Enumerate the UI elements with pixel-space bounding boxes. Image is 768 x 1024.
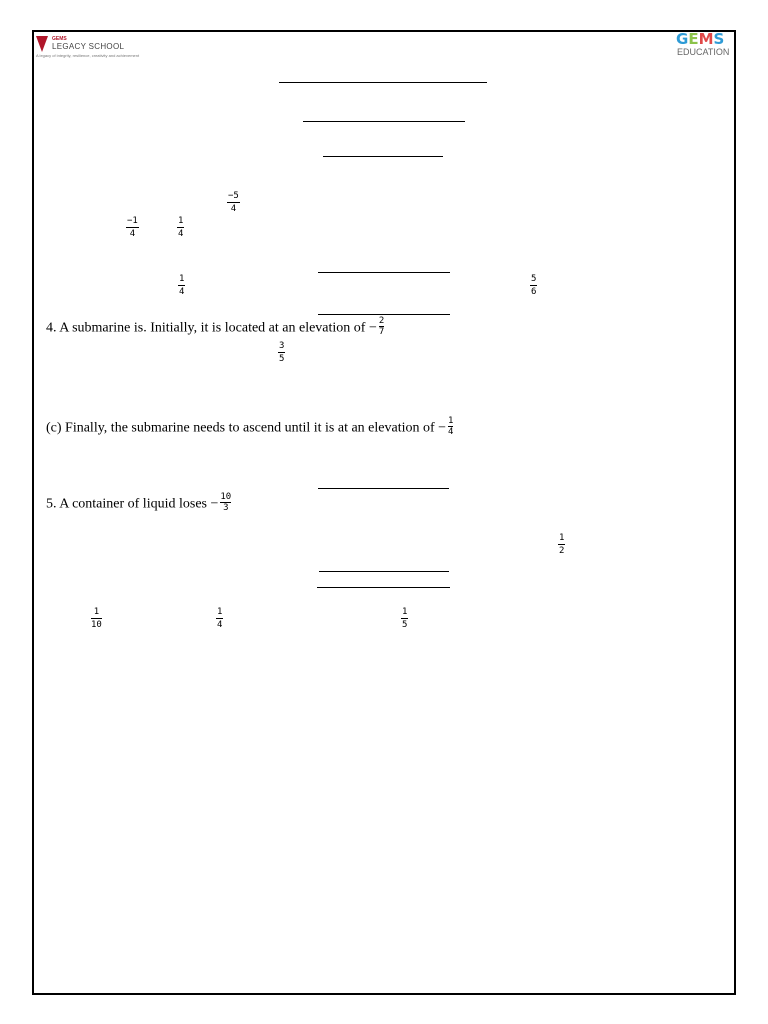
fraction-1-2: 1 2 [559,533,565,556]
question-4c: (c) Finally, the submarine needs to ascend until it is at an elevation of − $\frac{1}{4}$ [46,416,454,437]
school-logo-tagline: A legacy of integrity, resilience, creativity and achievement [36,53,140,58]
answer-blank-line [317,587,450,588]
school-logo [36,36,146,60]
question-4-fraction: $\frac{2}{7}$ [378,316,385,337]
answer-blank-line [318,488,449,489]
fraction-1-4: 1 4 [179,274,185,297]
fraction-neg5-4: −5 4 [228,191,239,214]
fraction-1-10: 1 10 [91,607,102,630]
fraction-1-4: 1 4 [217,607,223,630]
subtitle-blank-line [303,121,465,122]
school-crest-dot-icon [38,37,43,42]
gems-wordmark: GEMS [676,30,725,48]
fraction-1-5: 1 5 [402,607,408,630]
school-logo-name: LEGACY SCHOOL [52,42,125,51]
answer-blank-line [319,571,449,572]
fraction-neg1-4: −1 4 [127,216,138,239]
question-5: 5. A container of liquid loses − $\frac{10}{3}$ [46,492,232,513]
title-blank-line [279,82,487,83]
answer-blank-line [318,272,450,273]
gems-education-logo [676,32,734,60]
gems-subtitle: EDUCATION [677,47,730,57]
question-4: 4. A submarine is. Initially, it is located at an elevation of − $\frac{2}{7}$ [46,316,385,337]
answer-blank-line [318,314,450,315]
fraction-5-6: 5 6 [531,274,537,297]
school-logo-top-text: GEMS [52,36,67,42]
fraction-3-5: 3 5 [279,341,285,364]
date-blank-line [323,156,443,157]
question-4c-fraction: $\frac{1}{4}$ [448,416,454,437]
fraction-1-4: 1 4 [178,216,184,239]
question-5-fraction: $\frac{10}{3}$ [220,492,232,513]
